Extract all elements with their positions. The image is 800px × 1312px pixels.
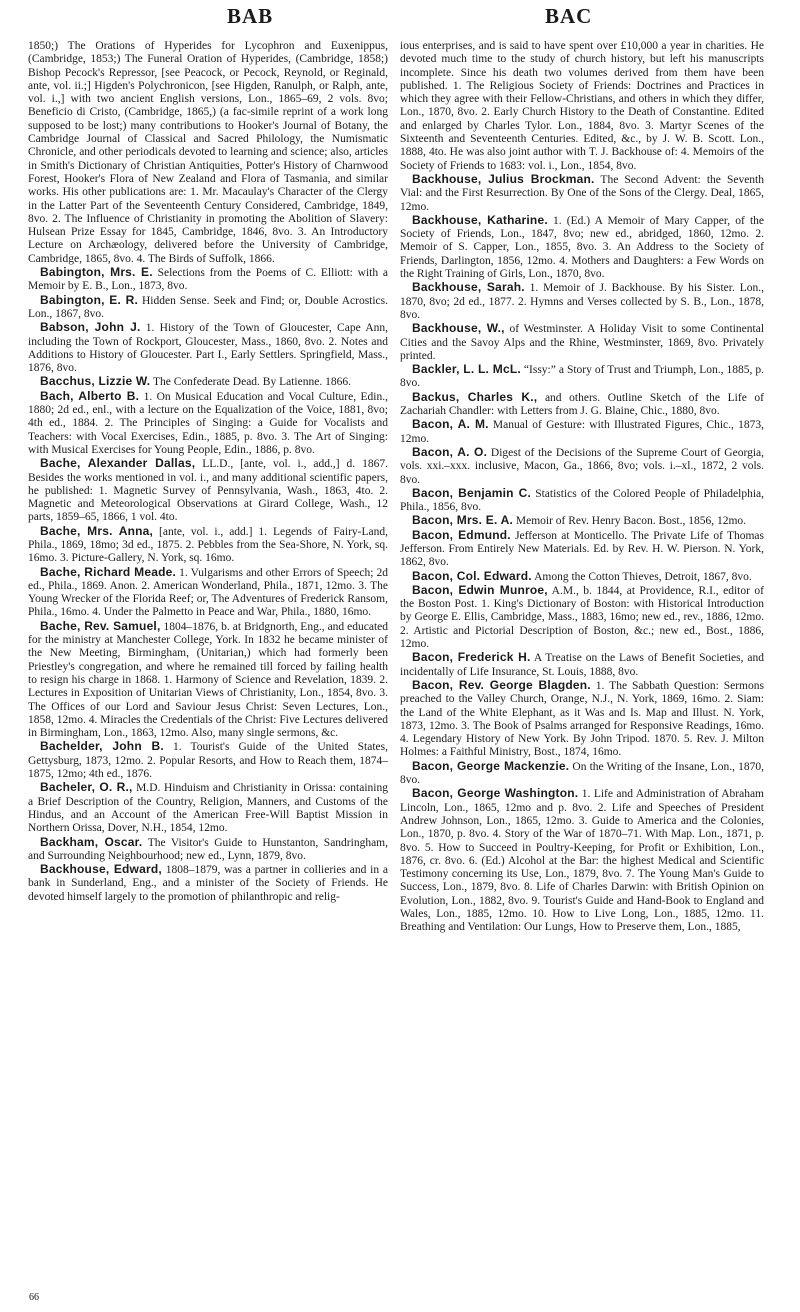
entry-text: ious enterprises, and is said to have spent over £10,000 a year in charities. He devoted much time to the study of church history, but left his manuscripts incomplete. Since his death two volumes derived from them have been published. 1. The Religious Society of Friends: Doctrines and Practices in which they agree with their Fellow-Christians, and others in which they differ, Lon., 1870, 8vo. 2. Early Church History to the Death of Constantine. Edited and enlarged by Charles Tylor. Lon., 1884, 8vo. 3. Martyr Scenes of the Sixteenth and Seventeenth Centuries. Edited, &c., by J. W. B. Scott. Lon., 1888, 4to. He was also joint author with T. J. Backhouse of: 4. Memoirs of the Society of Friends to 1683: vol. i., Lon., 1854, 8vo. [400,40,764,172]
entry-headword: Bacon, Edmund. [412,527,511,542]
entry-text: 1. Memoir of J. Backhouse. By his Sister. Lon., 1870, 8vo; 2d ed., 1877. 2. Hymns and Verses collected by S. B., Lon., 1878, 8vo. [400,282,764,321]
running-head-left: BAB [227,4,274,28]
entry-text: and others. Outline Sketch of the Life of Zachariah Chandler: with Letters from J. G. Blaine, Chic., 1880, 8vo. [400,391,764,418]
entry-headword: Bacon, Edwin Munroe, [412,582,548,597]
entry-headword: Backham, Oscar. [40,834,143,849]
entry-text: A Treatise on the Laws of Benefit Societies, and incidentally of Life Insurance, St. Louis, 1888, 8vo. [400,652,764,678]
dictionary-entry [400,570,764,584]
dictionary-entry [400,787,764,934]
dictionary-entry [400,418,764,446]
dictionary-entry [28,294,388,322]
dictionary-entry [28,266,388,294]
entry-text: The Confederate Dead. By Latienne. 1866. [152,376,351,389]
entry-text: Memoir of Rev. Henry Bacon. Bost., 1856, 12mo. [515,515,747,528]
entry-headword: Bach, Alberto B. [40,388,140,403]
dictionary-entry [400,40,764,173]
dictionary-entry [28,40,388,266]
dictionary-entry [400,651,764,679]
dictionary-entry [28,836,388,864]
entry-headword: Bache, Mrs. Anna, [40,523,154,538]
entry-headword: Bache, Alexander Dallas, [40,456,196,471]
entry-text: M.D. Hinduism and Christianity in Orissa: containing a Brief Description of the Country, Religion, Manners, and Customs of the Hindus, and an Account of the American Free-Will Baptist Mission in Northern Orissa, Dover, N.H., 1854, 12mo. [28,782,388,835]
entry-text: Statistics of the Colored People of Philadelphia, Phila., 1856, 8vo. [400,487,765,514]
entry-text: A.M., b. 1844, at Providence, R.I., editor of the Boston Post. 1. King's Dictionary of Boston: with Historical Introduction by George E. Ellis, Cambridge, Mass., 1883, 16mo; new ed., rev., 1886, 12mo. 2. Artistic and Pictorial Description of Boston, &c.; new ed., Bost., 1886, 12mo. [400,584,764,651]
entry-text: 1. Vulgarisms and other Errors of Speech; 2d ed., Phila., 1869. Anon. 2. American Wonderland, Phila., 1871, 12mo. 3. The Young Wrecker of the Florida Reef; or, The Adventures of Frederick Ransom, Phila., 16mo. 4. Under the Palmetto in Peace and War, Phila., 1880, 16mo. [28,566,388,619]
dictionary-entry [400,214,764,281]
entry-headword: Bacon, George Mackenzie. [412,758,570,773]
entry-headword: Bacon, A. O. [412,444,488,459]
entry-headword: Babington, Mrs. E. [40,265,153,280]
entry-headword: Bacon, Mrs. E. A. [412,513,513,528]
entry-headword: Backhouse, Edward, [40,862,162,877]
entry-text: Jefferson at Monticello. The Private Life of Thomas Jefferson. From Entirely New Materials. Ed. by Rev. H. W. Pierson. N. York, 1862, 8vo. [400,529,765,569]
dictionary-entry [28,457,388,524]
dictionary-entry [400,446,764,487]
entry-text: “Issy:” a Story of Trust and Triumph, Lon., 1885, p. 8vo. [400,364,765,390]
entry-headword: Backhouse, Katharine. [412,212,548,227]
dictionary-entry [28,781,388,835]
dictionary-entry [400,281,764,322]
dictionary-entry [28,390,388,457]
right-column [400,40,764,935]
entry-text: Digest of the Decisions of the Supreme Court of Georgia, vols. xxi.–xxx. inclusive, Macon, Ga., 1866, 8vo; vols. i.–xl., 1872, 2 vols. 8vo. [400,446,764,486]
entry-text: The Visitor's Guide to Hunstanton, Sandringham, and Surrounding Neighbourhood; new ed., Lynn, 1879, 8vo. [28,836,388,862]
entry-text: 1. (Ed.) A Memoir of Mary Capper, of the Society of Friends, Lon., 1847, 8vo; new ed., abridged, 1860, 12mo. 2. Memoir of S. Capper, Lon., 1855, 8vo. 3. An Address to the Society of Friends, Darlington, 1856, 12mo. 4. Mothers and Daughters: a Few Words on the Right Training of Girls, Lon., 1870, 8vo. [400,214,765,281]
entry-headword: Bacon, George Washington. [412,786,579,801]
entry-headword: Bache, Richard Meade. [40,564,177,579]
dictionary-entry [400,173,764,214]
dictionary-entry [400,679,764,760]
entry-text: Selections from the Poems of C. Elliott: with a Memoir by E. B., Lon., 1873, 8vo. [28,267,389,293]
left-column [28,40,388,904]
entry-text: 1804–1876, b. at Bridgnorth, Eng., and educated for the ministry at Manchester College, York. In 1832 he became minister of the New Meeting, Birmingham, (Unitarian,) which had formerly been Priestley's congregation, and where he remained till forced by failing health to resign his charge in 1868. 1. Harmony of Science and Revelation, 1839. 2. Lectures in Exposition of Unitarian Views of Christianity, Lon., 1854, 8vo. 3. The Offices of our Lord and Saviour Jesus Christ: Seven Lectures, Lon., 1858, 12mo. 4. Miracles the Credentials of the Christ: Five Lectures delivered in Birmingham, Lon., 1863, 12mo. Also, many single sermons, &c. [28,620,389,740]
entry-headword: Bacon, A. M. [412,417,489,432]
entry-headword: Bache, Rev. Samuel, [40,618,161,633]
entry-text: 1. The Sabbath Question: Sermons preached to the Valley Church, Orange, N.J., N. York, 1869, 16mo. 2. Siam: the Land of the White Elephant, as it Was and Is. Map and Illust. N. York, 1873, 12mo. 3. The Book of Psalms arranged for Responsive Readings, 16mo. 4. Legendary History of New York. By John Tripod. 1870. 5. Rev. J. Milton Holmes: a Faithful Ministry, Bost., 1874, 16mo. [400,679,764,759]
entry-text: of Westminster. A Holiday Visit to some Continental Cities and the Savoy Alps and the Rhine, Westminster, 1869, 8vo. Privately printed. [400,323,765,362]
dictionary-entry [28,620,388,741]
page-number: 66 [29,1292,39,1303]
entry-text: 1850;) The Orations of Hyperides for Lycophron and Euxenippus, (Cambridge, 1853;) The Funeral Oration of Hyperides, (Cambridge, 1858;) Bishop Pecock's Repressor, [see Peacock, or Pecock, Reynold, or Reginald, ante, vol. ii.;] Higden's Polychronicon, [see Higden, Ranulph, or Ralph, ante, vol. i.,] with two ancient English versions, Lon., 1865–69, 2 vols. 8vo; Beneficio di Cristo, (Cambridge, 1865,) (a fac-simile reprint of a work long supposed to be lost;) many contributions to Hooker's Journal of Botany, the Cambridge Journal of Classical and Sacred Philology, the Numismatic Chronicle, and other periodicals devoted to learning and science; also, articles in Smith's Dictionary of Christian Antiquities, Potter's History of Charnwood Forest, Hooker's Flora of New Zealand and Flora of Tasmania, and similar works. His other publications are: 1. Mr. Macaulay's Character of the Clergy in the Latter Part of the Seventeenth Century Considered, Cambridge, 1849, 8vo. 2. The Influence of Christianity in promoting the Abolition of Slavery: Hulsean Prize Essay for 1845, Cambridge, 1846, 8vo. 3. An Introductory Lecture on Archæology, delivered before the University of Cambridge, Cambridge, 1865, 8vo. 4. The Birds of Suffolk, 1866. [28,40,388,265]
entry-headword: Backler, L. L. McL. [412,362,521,377]
dictionary-entry [400,391,764,419]
dictionary-entry [28,525,388,566]
entry-headword: Bacon, Benjamin C. [412,485,531,500]
entry-headword: Backus, Charles K., [412,389,538,404]
entry-text: On the Writing of the Insane, Lon., 1870, 8vo. [400,760,765,787]
entry-text: 1. Life and Administration of Abraham Lincoln, Lon., 1865, 12mo and p. 8vo. 2. Life and Speeches of President Andrew Johnson, Lon., 1865, 12mo. 3. Guide to America and the Colonies, Lon., 1870, p. 8vo. 4. Story of the War of 1870–71. With Map. Lon., 1871, p. 8vo. 5. How to Succeed in Poultry-Keeping, for Profit or Exhibition, Lon., 1876, cr. 8vo. 6. (Ed.) Alcohol at the Bar: the highest Medical and Scientific Testimony concerning its Use, Lon., 1879, 8vo. 7. The Young Man's Guide to Success, Lon., 1879, 8vo. 8. Life of Charles Darwin: with British Opinion on Evolution, Lon., 1882, 8vo. 9. Tourist's Guide and Hand-Book to England and Wales, Lon., 1885, 12mo. 10. How to Live Long, Lon., 1885, 12mo. 11. Breathing and Ventilation: Our Lungs, How to Preserve them, Lon., 1885, [400,788,765,934]
entry-headword: Backhouse, Julius Brockman. [412,171,595,186]
entry-text: 1808–1879, was a partner in collieries and in a bank in Sunderland, Eng., and a minister of the Society of Friends. He devoted himself largely to the promotion of philanthropic and relig- [28,864,388,903]
entry-text: The Second Advent: the Seventh Vial: and the First Resurrection. By One of the Sons of the Clergy. Deal, 1865, 12mo. [400,173,764,213]
entry-text: [ante, vol. i., add.] 1. Legends of Fairy-Land, Phila., 1869, 18mo; 3d ed., 1875. 2. Pebbles from the Sea-Shore, N. York, sq. 16mo. 3. Picture-Gallery, N. York, sq. 16mo. [28,525,388,565]
dictionary-entry [400,514,764,528]
entry-headword: Bacon, Rev. George Blagden. [412,677,591,692]
entry-text: Among the Cotton Thieves, Detroit, 1867, 8vo. [534,570,752,583]
entry-headword: Bacheler, O. R., [40,780,133,795]
entry-headword: Bacon, Frederick H. [412,650,531,665]
entry-headword: Babington, E. R. [40,292,139,307]
entry-text: Manual of Gesture: with Illustrated Figures, Chic., 1873, 12mo. [400,419,764,445]
dictionary-entry [400,487,764,515]
entry-headword: Bacon, Col. Edward. [412,568,532,583]
dictionary-entry [400,363,764,391]
entry-headword: Backhouse, Sarah. [412,280,525,295]
dictionary-entry [400,584,764,651]
dictionary-entry [28,863,388,904]
entry-text: 1. Tourist's Guide of the United States, Gettysburg, 1873, 12mo. 2. Popular Resorts, and How to Reach them, 1874–1875, 12mo; 4th ed., 1876. [28,741,389,781]
entry-headword: Babson, John J. [40,320,141,335]
dictionary-entry [28,566,388,620]
entry-text: Hidden Sense. Seek and Find; or, Double Acrostics. Lon., 1867, 8vo. [28,294,389,320]
entry-headword: Bachelder, John B. [40,739,164,754]
entry-text: LL.D., [ante, vol. i., add.,] d. 1867. Besides the works mentioned in vol. i., and many additional scientific papers, he published: 1. Magnetic Survey of Pennsylvania, Wash., 1863, 4to. 2. Magnetic and Meteorological Observations at Girard College, Wash., 12 parts, 1859–65, 1866, 1 vol. 4to. [28,458,389,524]
entry-text: 1. On Musical Education and Vocal Culture, Edin., 1880; 2d ed., enl., with a lecture on the Equalization of the Voice, 1881, 8vo; 4th ed., 1884. 2. The Principles of Singing: a Guide for Vocalists and Teachers: with Vocal Exercises, Edin., 1885, p. 8vo. 3. The Art of Singing: with Musical Exercises for Young People, Edin., 1886, p. 8vo. [28,390,388,456]
dictionary-entry [28,740,388,781]
entry-headword: Bacchus, Lizzie W. [40,374,151,389]
running-head [0,4,800,34]
dictionary-entry [28,321,388,375]
dictionary-entry [400,322,764,363]
entry-text: 1. History of the Town of Gloucester, Cape Ann, including the Town of Rockport, Gloucester, Mass., 1860, 8vo. 2. Notes and Additions to History of Gloucester. Part I., Early Settlers. Springfield, Mass., 1876, 8vo. [28,322,389,375]
running-head-right: BAC [545,4,593,28]
entry-headword: Backhouse, W., [412,321,505,336]
dictionary-entry [400,760,764,788]
dictionary-entry [400,529,764,570]
dictionary-entry [28,375,388,389]
